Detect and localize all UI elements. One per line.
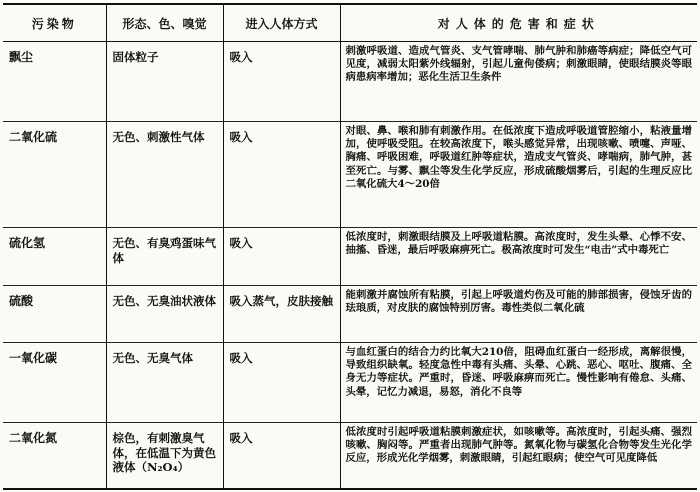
pollutant-form: 无色、有臭鸡蛋味气体 <box>106 228 223 286</box>
pollutant-form: 固体粒子 <box>106 42 223 122</box>
pollutant-name: 二氧化硫 <box>3 122 106 228</box>
table-row <box>3 423 697 489</box>
entry-route: 吸入 <box>223 228 340 286</box>
entry-route: 吸入 <box>223 343 340 423</box>
pollutant-name: 硫化氢 <box>3 228 106 286</box>
entry-route: 吸入 <box>223 423 340 489</box>
table-row <box>3 286 697 343</box>
pollutant-form: 棕色，有刺激臭气体，在低温下为黄色液体（N₂O₄） <box>106 423 223 489</box>
harm-symptoms: 对眼、鼻、喉和肺有刺激作用。在低浓度下造成呼吸道管腔缩小，粘液量增加，使呼吸受阻。在较高浓度下，喉头感觉异常，出现咳嗽、喷嚏、声哑、胸痛、呼吸困难，呼吸道红肿等症状，造成支气管炎、哮喘病，肺气肿，甚至死亡。与雾、飘尘等发生化学反应，形成硫酸烟雾后，引起的生理反应比二氧化硫大4～20倍 <box>340 122 697 228</box>
harm-symptoms: 低浓度时，刺激眼结膜及上呼吸道粘膜。高浓度时，发生头晕、心悸不安、抽搐、昏迷，最后呼吸麻痹死亡。极高浓度时可发生“电击”式中毒死亡 <box>340 228 697 286</box>
pollutant-form: 无色、无臭油状液体 <box>106 286 223 343</box>
pollutant-name: 二氧化氮 <box>3 423 106 489</box>
pollutant-form: 无色、刺激性气体 <box>106 122 223 228</box>
harm-symptoms: 刺激呼吸道、造成气管炎、支气管哮喘、肺气肿和肺癌等病症；降低空气可见度，减弱太阳紫外线辐射，引起儿童佝偻病；刺激眼睛，使眼结膜炎等眼病患病率增加；恶化生活卫生条件 <box>340 42 697 122</box>
harm-symptoms: 与血红蛋白的结合力约比氧大210倍，阻碍血红蛋白一经形成，离解很慢，导致组织缺氧。轻度急性中毒有头痛、头晕、心跳、恶心、呕吐、腹痛、全身无力等症状。严重时，昏迷、呼吸麻痹而死亡。慢性影响有倦怠、头痛、头晕，记忆力减退，易怒，消化不良等 <box>340 343 697 423</box>
entry-route: 吸入蒸气，皮肤接触 <box>223 286 340 343</box>
pollutant-name: 一氧化碳 <box>3 343 106 423</box>
pollutant-hazard-table <box>3 3 697 490</box>
header-pollutant: 污染物 <box>3 4 106 42</box>
pollutant-table-page <box>0 3 700 492</box>
header-harm: 对人体的危害和症状 <box>340 4 697 42</box>
harm-symptoms: 能刺激并腐蚀所有粘膜，引起上呼吸道灼伤及可能的肺部损害，侵蚀牙齿的珐琅质，对皮肤的腐蚀特别厉害。毒性类似二氧化硫 <box>340 286 697 343</box>
table-row <box>3 42 697 122</box>
entry-route: 吸入 <box>223 122 340 228</box>
harm-symptoms: 低浓度时引起呼吸道粘膜刺激症状，如咳嗽等。高浓度时，引起头痛、强烈咳嗽、胸闷等。严重者出现肺气肿等。氮氧化物与碳氢化合物等发生光化学反应，形成光化学烟雾，刺激眼睛，引起红眼病；使空气可见度降低 <box>340 423 697 489</box>
table-row <box>3 122 697 228</box>
pollutant-form: 无色、无臭气体 <box>106 343 223 423</box>
table-header-row <box>3 4 697 42</box>
entry-route: 吸入 <box>223 42 340 122</box>
pollutant-name: 硫酸 <box>3 286 106 343</box>
table-row <box>3 228 697 286</box>
header-form: 形态、色、嗅觉 <box>106 4 223 42</box>
pollutant-name: 飘尘 <box>3 42 106 122</box>
table-row <box>3 343 697 423</box>
header-route: 进入人体方式 <box>223 4 340 42</box>
